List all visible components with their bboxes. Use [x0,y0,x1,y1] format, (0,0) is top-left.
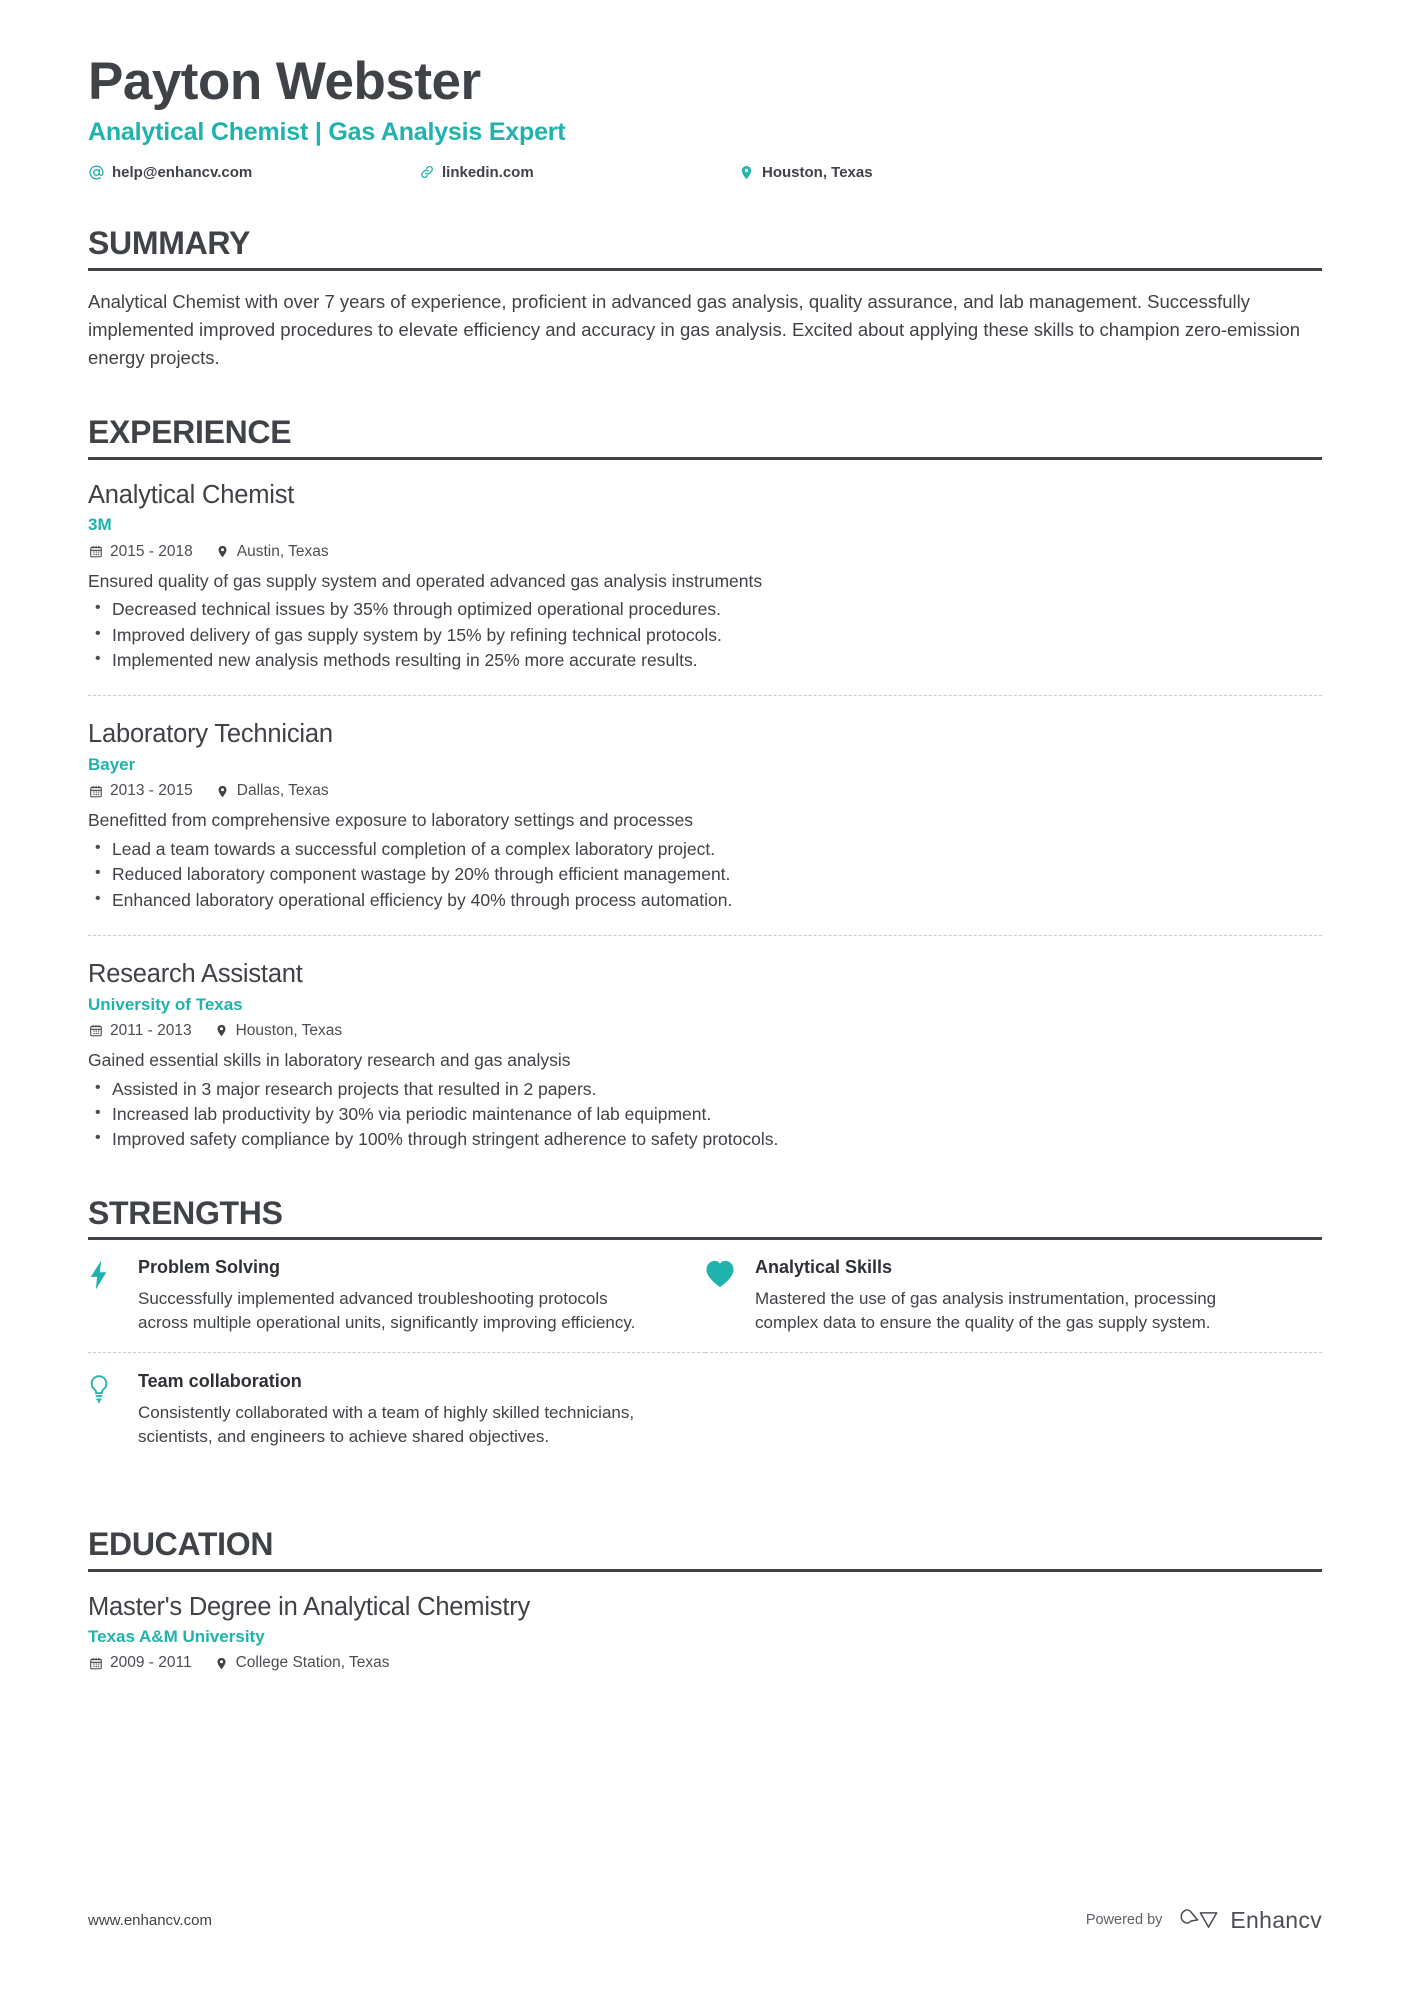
footer-branding [1086,1907,1322,1934]
infinity-mark-icon [1178,1907,1220,1933]
experience-bullets [88,597,1322,673]
experience-description: Benefitted from comprehensive exposure to laboratory settings and processes [88,810,694,831]
location-pin-icon [214,1656,229,1671]
section-summary-body [88,271,1322,372]
section-education-body [88,1572,1322,1673]
experience-location-text: Houston, Texas [235,1021,343,1039]
strength-body [122,1371,645,1449]
contact-linkedin-text: linkedin.com [442,163,534,181]
section-education-title: EDUCATION [88,1525,274,1562]
strength-description: Mastered the use of gas analysis instrumentation, processing complex data to ensure the quality of the gas supply system. [755,1288,1217,1332]
bullet-item: • Lead a team towards a successful completion of a complex laboratory project. [88,837,1322,862]
experience-dates-text: 2015 - 2018 [110,542,193,560]
powered-by-label: Powered by [1085,1912,1163,1928]
strengths-grid [88,1257,1322,1484]
strength-name: Team collaboration [138,1371,302,1392]
enhancv-wordmark: Enhancv [1230,1906,1322,1933]
experience-bullets [88,837,1322,913]
experience-description: Ensured quality of gas supply system and operated advanced gas analysis instruments [88,570,763,591]
contact-location [738,164,873,181]
experience-location [215,782,329,800]
candidate-role: Analytical Chemist | Gas Analysis Expert [88,118,566,147]
calendar-icon [88,1023,103,1038]
bullet-item: • Decreased technical issues by 35% through optimized operational procedures. [88,597,1322,622]
strength-body [122,1257,645,1335]
experience-description: Gained essential skills in laboratory research and gas analysis [88,1049,571,1070]
strength-item [88,1257,705,1353]
experience-dates-text: 2013 - 2015 [110,782,193,800]
experience-dates [88,782,193,800]
experience-location [214,1022,343,1040]
calendar-icon [88,1656,103,1671]
bullet-item: • Enhanced laboratory operational efficiency by 40% through process automation. [88,888,1322,913]
strength-item [705,1257,1322,1353]
location-pin-icon [215,784,230,799]
experience-company: Bayer [88,755,136,775]
footer-website-url[interactable]: www.enhancv.com [88,1911,212,1929]
experience-dates [88,543,193,561]
summary-text: Analytical Chemist with over 7 years of experience, proficient in advanced gas analysis, quality assurance, and lab management. Successfully implemented improved procedures to elevate efficiency and accuracy in gas analysis. Excited about applying these skills to champion zero-emission energy projects. [88,290,1301,369]
page-footer [88,1907,1322,1933]
bullet-item: • Increased lab productivity by 30% via periodic maintenance of lab equipment. [88,1102,1322,1127]
education-location-text: College Station, Texas [235,1654,390,1672]
experience-company: University of Texas [88,994,243,1014]
section-experience-title: EXPERIENCE [88,414,292,451]
experience-dates-text: 2011 - 2013 [110,1021,192,1039]
link-icon [418,164,435,181]
education-meta [88,1654,1322,1672]
experience-job-title: Analytical Chemist [88,480,295,509]
section-experience-body [88,460,1322,1153]
section-education [88,1525,1322,1672]
experience-meta [88,1022,1322,1040]
lightning-bolt-icon [88,1257,122,1335]
contact-row [88,161,1322,183]
enhancv-logo[interactable] [1178,1907,1322,1934]
section-strengths [88,1194,1322,1484]
experience-entry [88,695,1322,913]
resume-header [88,0,1322,183]
contact-email[interactable] [88,164,418,181]
education-degree: Master's Degree in Analytical Chemistry [88,1592,531,1621]
section-experience [88,416,1322,1152]
strength-body [739,1257,1262,1335]
experience-entry [88,477,1322,674]
contact-email-text: help@enhancv.com [112,163,253,181]
candidate-name: Payton Webster [88,52,481,111]
experience-company: 3M [88,515,112,535]
bullet-item: • Assisted in 3 major research projects that resulted in 2 papers. [88,1077,1322,1102]
bullet-item: • Implemented new analysis methods resulting in 25% more accurate results. [88,648,1322,673]
experience-job-title: Research Assistant [88,960,303,989]
section-summary [88,227,1322,372]
section-strengths-body [88,1240,1322,1484]
location-pin-icon [738,164,755,181]
strength-description: Consistently collaborated with a team of highly skilled technicians, scientists, and engineers to achieve shared objectives. [138,1402,635,1446]
bullet-item: • Improved safety compliance by 100% through stringent adherence to safety protocols. [88,1127,1322,1152]
experience-bullets [88,1077,1322,1153]
experience-meta [88,543,1322,561]
strength-description: Successfully implemented advanced troubleshooting protocols across multiple operational units, significantly improving efficiency. [138,1288,636,1332]
at-icon [88,164,105,181]
section-strengths-title: STRENGTHS [88,1194,283,1231]
bullet-item: • Reduced laboratory component wastage by 20% through efficient management. [88,862,1322,887]
section-summary-title: SUMMARY [88,225,251,262]
experience-entry [88,935,1322,1153]
education-entry [88,1589,1322,1673]
lightbulb-icon [88,1371,122,1449]
education-dates-text: 2009 - 2011 [110,1654,192,1672]
education-school: Texas A&M University [88,1627,265,1647]
experience-job-title: Laboratory Technician [88,720,333,749]
experience-location-text: Dallas, Texas [236,782,329,800]
experience-location [215,543,329,561]
contact-location-text: Houston, Texas [762,163,873,181]
experience-meta [88,782,1322,800]
contact-linkedin[interactable] [418,164,738,181]
calendar-icon [88,544,103,559]
strength-item [88,1371,705,1466]
heart-icon [705,1257,739,1335]
location-pin-icon [214,1023,229,1038]
experience-dates [88,1022,192,1040]
strength-name: Problem Solving [138,1257,281,1278]
education-dates [88,1654,192,1672]
experience-location-text: Austin, Texas [236,542,329,560]
bullet-item: • Improved delivery of gas supply system by 15% by refining technical protocols. [88,623,1322,648]
location-pin-icon [215,544,230,559]
strength-name: Analytical Skills [755,1257,893,1278]
education-location [214,1654,390,1672]
calendar-icon [88,784,103,799]
